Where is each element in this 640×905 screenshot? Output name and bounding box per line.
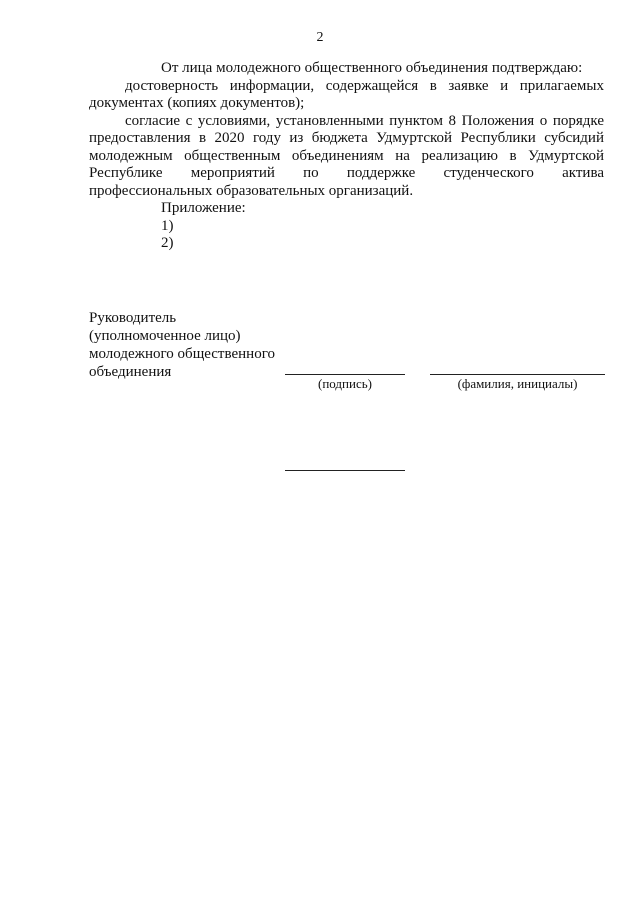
attachment-item-1: 1) bbox=[161, 217, 174, 234]
confirmation-item-consent-line-2: предоставления в 2020 году из бюджета Удмуртской Республики субсидий bbox=[89, 130, 604, 146]
signatory-role bbox=[89, 309, 289, 381]
signatory-role-line-4: объединения bbox=[89, 364, 172, 380]
confirmation-item-accuracy-line-1: достоверность информации, содержащейся в заявке и прилагаемых bbox=[125, 77, 604, 94]
name-caption: (фамилия, инициалы) bbox=[457, 376, 578, 391]
page-number: 2 bbox=[316, 30, 324, 45]
confirmation-item-consent-line-3: молодежным общественным объединениям на реализацию в Удмуртской bbox=[89, 147, 604, 164]
signatory-role-line-2: (уполномоченное лицо) bbox=[89, 328, 241, 344]
confirmation-text bbox=[89, 60, 604, 253]
confirmation-item-consent bbox=[89, 113, 604, 201]
confirmation-item-consent-line-1: согласие с условиями, установленными пунктом 8 Положения о порядке bbox=[125, 112, 604, 129]
attachment-item-2: 2) bbox=[161, 235, 174, 251]
attachments-label: Приложение: bbox=[161, 200, 246, 216]
confirmation-intro: От лица молодежного общественного объединения подтверждаю: bbox=[161, 60, 583, 76]
signature-caption: (подпись) bbox=[318, 376, 372, 391]
signatory-role-line-3: молодежного общественного bbox=[89, 346, 275, 362]
confirmation-item-accuracy bbox=[89, 78, 604, 113]
signatory-role-line-1: Руководитель bbox=[89, 310, 177, 326]
confirmation-item-accuracy-line-2: документах (копиях документов); bbox=[89, 95, 305, 111]
name-line bbox=[430, 374, 605, 375]
signature-line bbox=[285, 374, 405, 375]
confirmation-item-consent-line-4: Республике мероприятий по поддержке студенческого актива bbox=[89, 165, 604, 181]
confirmation-item-consent-line-5: профессиональных образовательных организаций. bbox=[89, 182, 414, 199]
end-of-document-separator bbox=[285, 470, 405, 471]
